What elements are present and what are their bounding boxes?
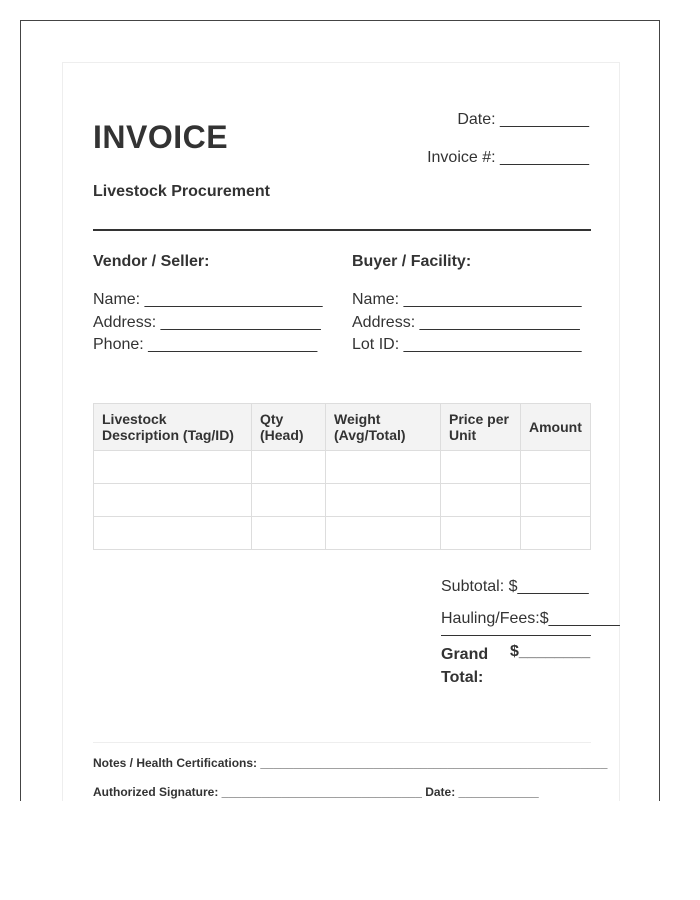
footer-divider — [93, 742, 591, 743]
column-header-amount — [521, 404, 591, 451]
table-cell[interactable] — [441, 451, 521, 484]
table-cell[interactable] — [441, 484, 521, 517]
notes-field[interactable]: Notes / Health Certifications: ____________________________________________________ — [93, 756, 608, 770]
buyer-heading: Buyer / Facility: — [352, 253, 472, 270]
vendor-address-field[interactable]: Address: __________________ — [93, 314, 321, 331]
line-items-table — [93, 403, 591, 550]
subtotal-field[interactable]: Subtotal: $________ — [441, 578, 589, 595]
table-row — [94, 484, 591, 517]
table-cell[interactable] — [521, 451, 591, 484]
header-divider — [93, 229, 591, 231]
table-cell[interactable] — [441, 517, 521, 550]
hauling-fees-field[interactable]: Hauling/Fees:$________ — [441, 610, 620, 627]
column-header-text: Description (Tag/ID) — [102, 427, 234, 443]
table-cell[interactable] — [94, 484, 252, 517]
table-row — [94, 451, 591, 484]
column-header-price — [441, 404, 521, 451]
invoice-subtitle: Livestock Procurement — [93, 183, 270, 200]
page-frame — [20, 20, 660, 801]
column-header-text: Amount — [529, 419, 582, 435]
column-header-text: Weight — [334, 411, 381, 427]
table-header-row — [94, 404, 591, 451]
table-row — [94, 517, 591, 550]
buyer-name-field[interactable]: Name: ____________________ — [352, 291, 582, 308]
grand-total-label-line1: Grand — [441, 646, 489, 663]
table-cell[interactable] — [94, 451, 252, 484]
table-cell[interactable] — [94, 517, 252, 550]
buyer-address-field[interactable]: Address: __________________ — [352, 314, 580, 331]
column-header-description — [94, 404, 252, 451]
column-header-qty — [252, 404, 326, 451]
column-header-text: Price per — [449, 411, 509, 427]
invoice-title: INVOICE — [93, 119, 229, 155]
date-field[interactable]: Date: __________ — [457, 111, 589, 128]
vendor-heading: Vendor / Seller: — [93, 253, 210, 270]
vendor-name-field[interactable]: Name: ____________________ — [93, 291, 323, 308]
table-cell[interactable] — [326, 484, 441, 517]
table-cell[interactable] — [326, 517, 441, 550]
table-cell[interactable] — [521, 517, 591, 550]
invoice-paper — [62, 62, 620, 801]
column-header-text: Unit — [449, 427, 477, 443]
table-cell[interactable] — [326, 451, 441, 484]
vendor-phone-field[interactable]: Phone: ___________________ — [93, 336, 318, 353]
table-cell[interactable] — [521, 484, 591, 517]
column-header-weight — [326, 404, 441, 451]
column-header-text: Livestock — [102, 411, 167, 427]
column-header-text: Qty — [260, 411, 284, 427]
grand-total-label-line2: Total: — [441, 669, 484, 686]
column-header-text: (Head) — [260, 427, 304, 443]
buyer-lot-id-field[interactable]: Lot ID: ____________________ — [352, 336, 582, 353]
grand-total-field[interactable]: $________ — [510, 643, 591, 660]
grand-total-label — [441, 643, 488, 689]
table-cell[interactable] — [252, 451, 326, 484]
totals-divider — [441, 635, 591, 636]
table-cell[interactable] — [252, 484, 326, 517]
signature-field[interactable]: Authorized Signature: ______________________________ Date: ____________ — [93, 785, 539, 799]
table-cell[interactable] — [252, 517, 326, 550]
invoice-number-field[interactable]: Invoice #: __________ — [427, 149, 589, 166]
column-header-text: (Avg/Total) — [334, 427, 406, 443]
